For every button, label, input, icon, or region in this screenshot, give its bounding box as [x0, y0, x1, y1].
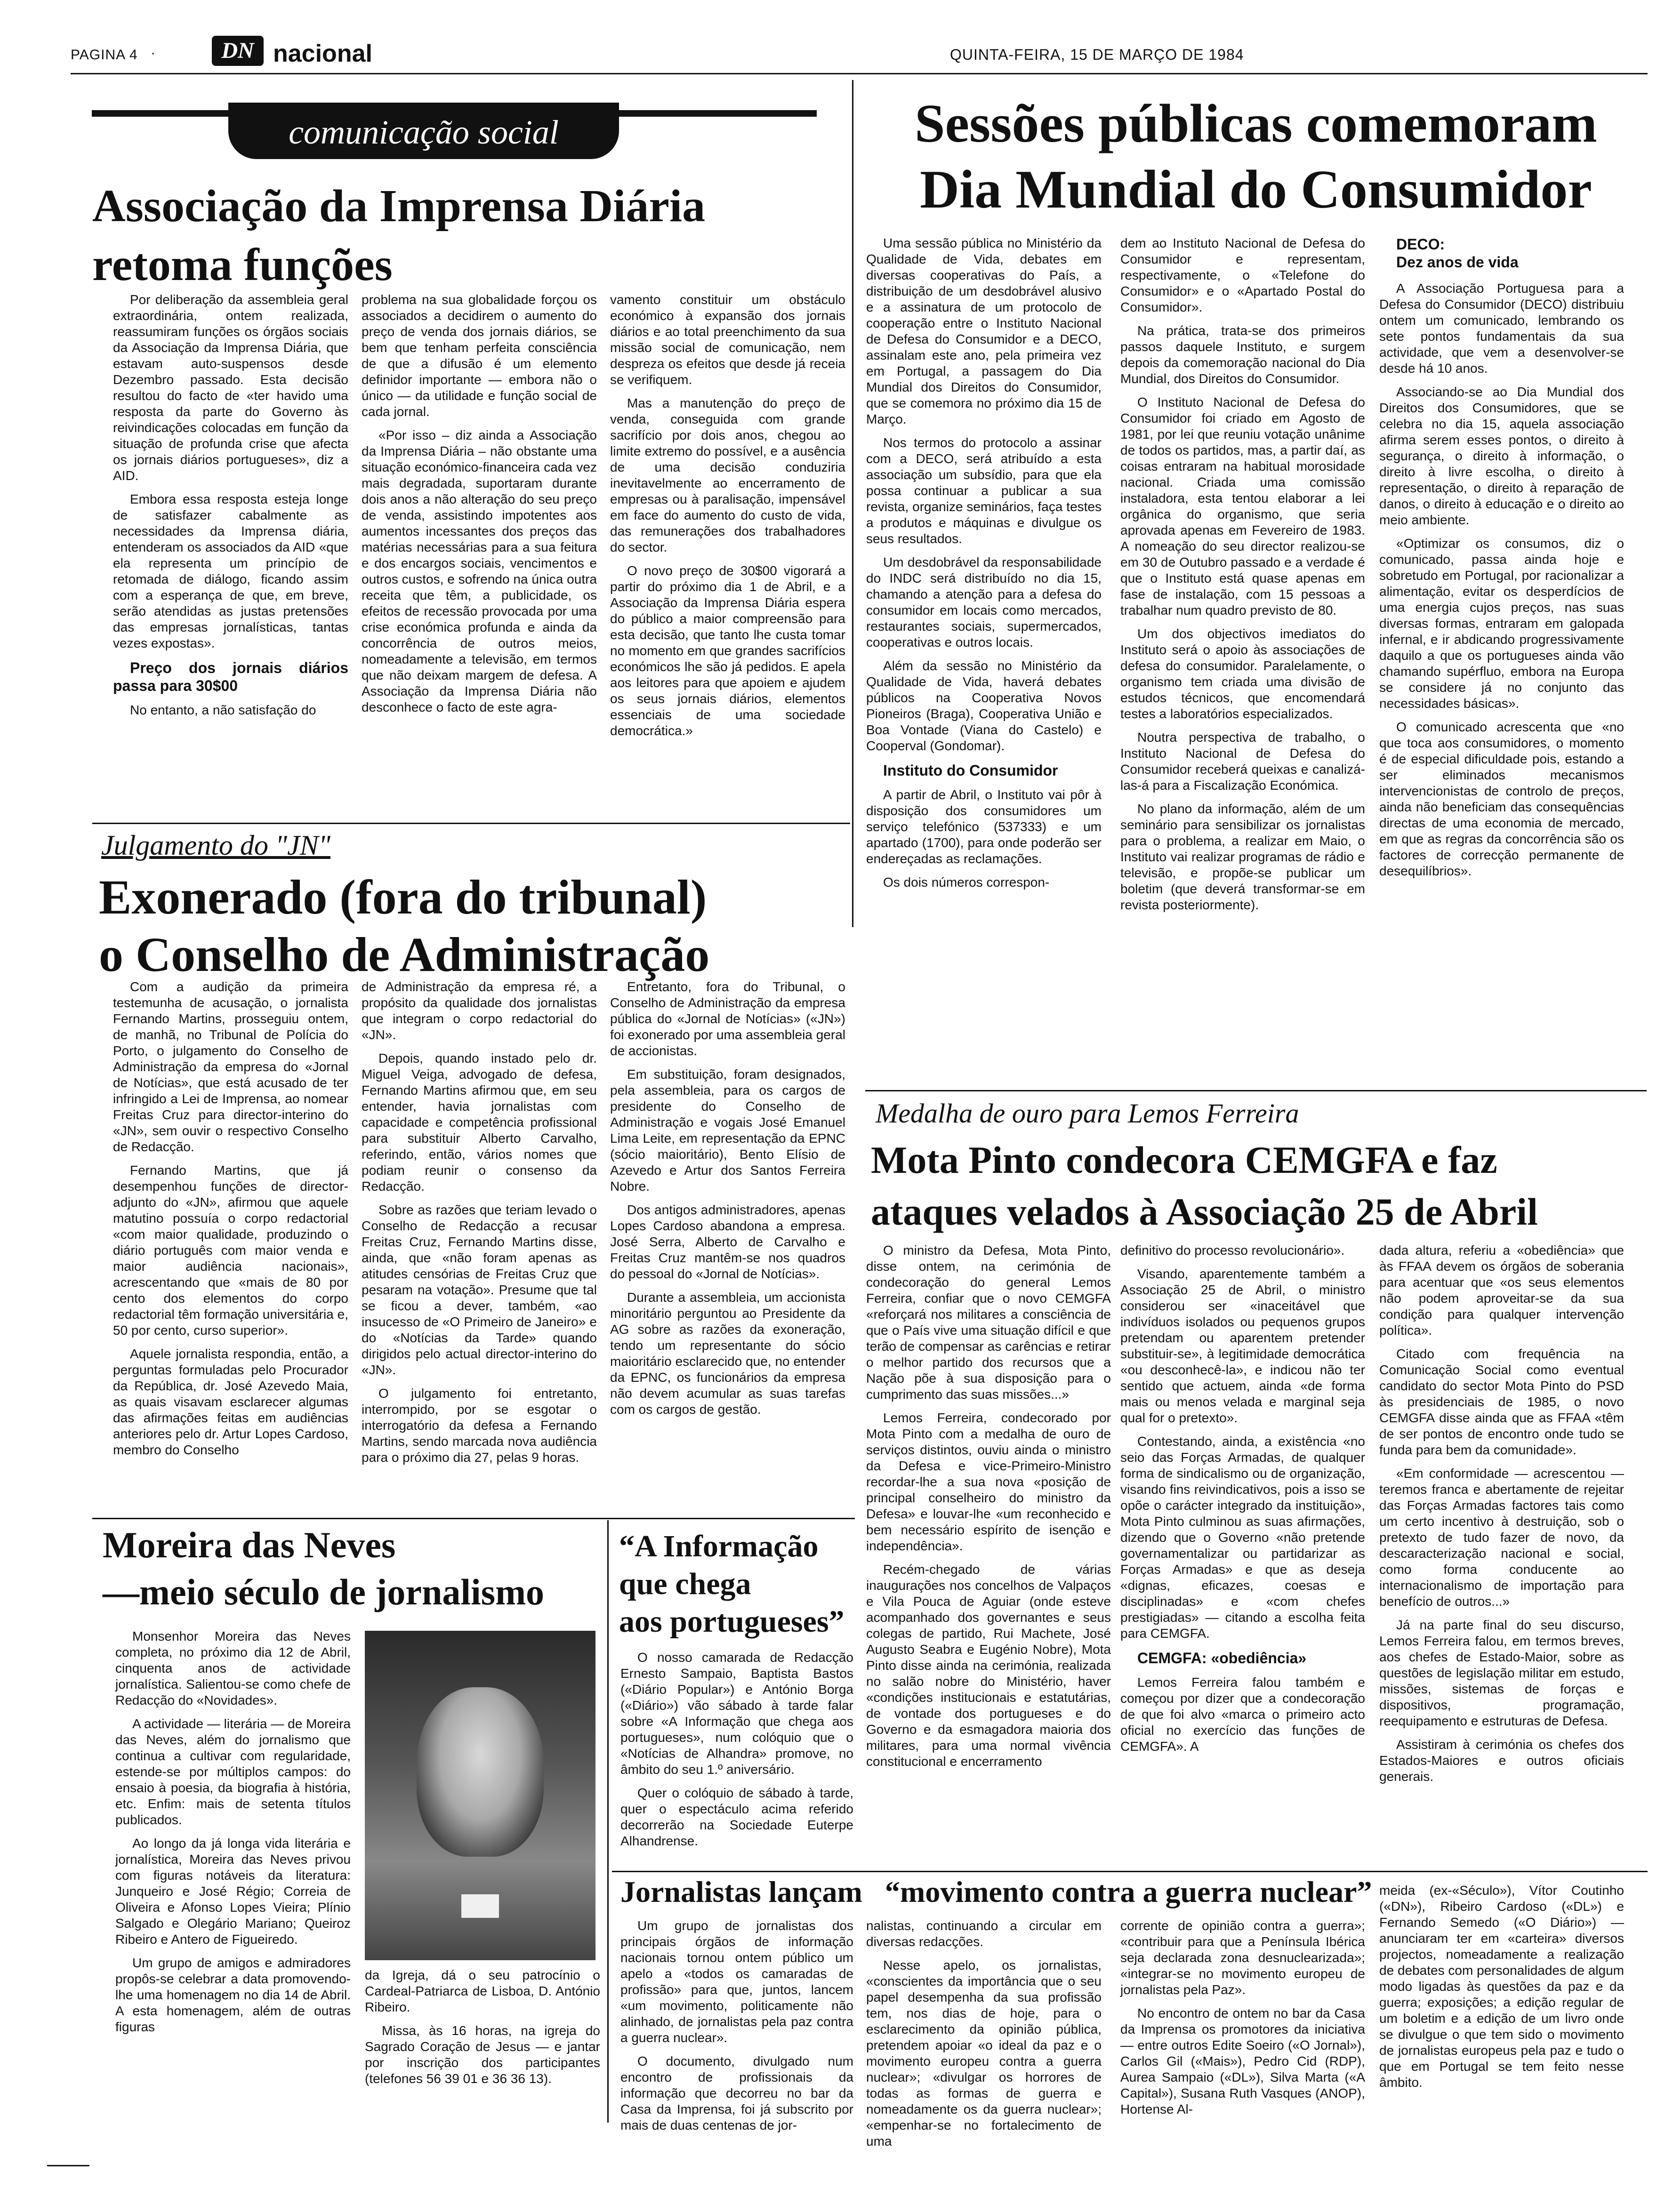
moreira-headline-2: —meio século de jornalismo	[103, 1571, 545, 1612]
paragraph: Associando-se ao Dia Mundial dos Direitos dos Consumidores, que se celebra no dia 15, aquela associação afirma serem esses pontos, o direito à segurança, o direito à informação, o direito à livre escolha, o direito à representação, o direito à reparação de danos, o direito à educação e o direito ao meio ambiente.	[1379, 385, 1624, 527]
mota-kicker: Medalha de ouro para Lemos Ferreira	[876, 1098, 1299, 1129]
paragraph: «Optimizar os consumos, diz o comunicado, passa ainda hoje e sobretudo em Portugal, por racionalizar a alimentação, evitar os desperdícios de uma energia cujos preços, nas suas diversas formas, entraram em galopada infernal, e ir abdicando progressivamente daquilo a que os portugueses ainda vão chamando supérfluo, embora na Europa se considere já no conjunto das necessidades básicas».	[1379, 536, 1624, 711]
aid-headline-1: Associação da Imprensa Diária	[92, 181, 706, 232]
paragraph: Missa, às 16 horas, na igreja do Sagrado Coração de Jesus — e jantar por inscrição dos participantes (telefones 56 39 01 e 36 36 13).	[365, 2023, 600, 2086]
paragraph: O nosso camarada de Redacção Ernesto Sampaio, Baptista Bastos («Diário Popular») e António Borga («Diário») vão sábado à tarde falar sobre «A Informação que chega aos portugueses», num colóquio que o «Notícias de Alhandra» promove, no âmbito do seu 1.º aniversário.	[620, 1650, 853, 1777]
paragraph: Um dos objectivos imediatos do Instituto será o apoio às associações de defesa do consumidor. Paralelamente, o organismo tem criada uma divisão de estudos técnicos, que encomendará testes a laboratórios especializados.	[1120, 626, 1365, 721]
paragraph: Ao longo da já longa vida literária e jornalística, Moreira das Neves privou com figuras notáveis da literatura: Junqueiro e José Régio; Correia de Oliveira e Afonso Lopes Vieira; Plínio Salgado e Olegário Mariano; Queiroz Ribeiro e Antero de Figueiredo.	[115, 1836, 351, 1947]
section-rule	[92, 1518, 855, 1519]
section-banner	[228, 103, 619, 159]
section-name: nacional	[273, 40, 372, 67]
moreira-column-1	[115, 1628, 351, 2123]
consumidor-headline-1: Sessões públicas comemoram	[915, 94, 1597, 154]
paragraph: meida (ex-«Século»), Vítor Coutinho («DN»), Ribeiro Cardoso («DL») e Fernando Semedo («O Diário») — anunciaram ter em «carteira» diversos projectos, nomeadamente a realização de debates com personalidades de algum modo ligadas às questões da paz e da guerra; exposições; a edição regular de um boletim e a edição de um livro onde se divulgue o que tem sido o movimento de jornalistas europeus pela paz e tudo o que em Portugal se tem feito nesse âmbito.	[1379, 1883, 1624, 2090]
nuclear-column-3	[1120, 1918, 1365, 2123]
paragraph: Sobre as razões que teriam levado o Conselho de Redacção a recusar Freitas Cruz, Fernando Martins disse, ainda, que «não foram apenas as atitudes censórias de Freitas Cruz que pesaram na votação». Presume que tal se ficou a dever, também, «ao insucesso de «O Primeiro de Janeiro» e do «Notícias da Tarde» quando dirigidos pelo actual director-interino do «JN».	[362, 1202, 597, 1377]
section-rule	[865, 1090, 1647, 1091]
jn-column-2	[362, 979, 597, 1515]
paragraph: de Administração da empresa ré, a propósito da qualidade dos jornalistas que integram o corpo redactorial do «JN».	[362, 979, 597, 1042]
paragraph: dem ao Instituto Nacional de Defesa do Consumidor e representam, respectivamente, o «Telefone do Consumidor» e o «Apartado Postal do Consumidor».	[1120, 236, 1365, 314]
paragraph: Depois, quando instado pelo dr. Miguel Veiga, advogado de defesa, Fernando Martins afirmou que, em seu entender, havia jornalistas com capacidade e competência profissional para substituir Alberto Carvalho, referindo, então, vários nomes que podiam reunir o consenso da Redacção.	[362, 1051, 597, 1194]
paragraph: Além da sessão no Ministério da Qualidade de Vida, haverá debates públicos na Cooperativa Novos Pioneiros (Braga), Cooperativa União e Boa Vontade (Viana do Castelo) e Cooperval (Gondomar).	[866, 658, 1102, 753]
jn-kicker: Julgamento do "JN"	[101, 830, 330, 861]
paragraph: Um grupo de amigos e admiradores propôs-se celebrar a data promovendo-lhe uma homenagem no dia 14 de Abril. A esta homenagem, além de outras figuras	[115, 1956, 351, 2034]
paragraph: Entretanto, fora do Tribunal, o Conselho de Administração da empresa pública do «Jornal de Notícias» («JN») foi exonerado por uma assembleia geral de accionistas.	[610, 979, 845, 1058]
informacao-column	[620, 1650, 853, 1852]
informacao-headline-1: “A Informação	[619, 1529, 819, 1563]
paragraph: Com a audição da primeira testemunha de acusação, o jornalista Fernando Martins, prosseguiu ontem, de manhã, no Tribunal de Polícia do Porto, o julgamento do Conselho de Administração da empresa do «Jornal de Notícias», que está acusado de ter infringido a Lei de Imprensa, ao nomear Freitas Cruz para director-interino do «JN», sem ouvir o respectivo Conselho de Redacção.	[113, 979, 348, 1154]
paragraph: Contestando, ainda, a existência «no seio das Forças Armadas, de qualquer forma de sindicalismo ou de organização, visando fins reivindicativos, pois a isso se opõe o carácter integrado da instituição», Mota Pinto culminou as suas afirmações, dizendo que o Governo «não pretende governamentalizar ou partidarizar as Forças Armadas» e que as deseja «dignas, eficazes, coesas e disciplinadas» e «com chefes prestigiadas» — citando a escolha feita para CEMGFA.	[1120, 1434, 1365, 1641]
deco-subhead: DECO:	[1396, 236, 1445, 253]
instituto-subhead: Instituto do Consumidor	[883, 762, 1058, 779]
portrait-collar	[461, 1894, 499, 1918]
paragraph: Embora essa resposta esteja longe de satisfazer cabalmente as necessidades da Imprensa diária, entenderam os associados da AID «que ela representa um princípio de retomada de diálogo, ficando assim com a esperança de que, em breve, serão atendidas as justas pretensões das empresas jornalísticas, tantas vezes expostas».	[113, 492, 348, 650]
paragraph: da Igreja, dá o seu patrocínio o Cardeal-Patriarca de Lisboa, D. António Ribeiro.	[365, 1968, 600, 2014]
jn-column-1	[113, 979, 348, 1515]
column-divider	[607, 1520, 609, 2123]
paragraph: Lemos Ferreira, condecorado por Mota Pinto com a medalha de ouro de serviços distintos, ouviu ainda o ministro da Defesa e vice-Primeiro-Ministro recordar-lhe a sua nova «posição de principal conselheiro do ministro da Defesa» e louvar-lhe «um reconhecido e bem necessário espírito de isenção e independência».	[866, 1411, 1111, 1553]
aid-column-3	[610, 292, 845, 814]
paragraph: Aquele jornalista respondia, então, a perguntas formuladas pelo Procurador da República, dr. José Azevedo Maia, as quais visavam esclarecer algumas das afirmações feitas em audiências anteriores pelo dr. Artur Lopes Cardoso, membro do Conselho	[113, 1346, 348, 1457]
section-rule	[612, 1871, 1648, 1872]
mota-headline-2: ataques velados à Associação 25 de Abril	[871, 1190, 1538, 1233]
nuclear-column-2	[866, 1918, 1102, 2148]
paragraph: Os dois números correspon-	[883, 875, 1050, 890]
paragraph: dada altura, referiu a «obediência» que às FFAA devem os órgãos de soberania para acentuar que «os seus elementos não podem aproveitar-se da sua condição para qualquer intervenção política».	[1379, 1243, 1624, 1338]
nuclear-column-4	[1379, 1883, 1624, 2123]
paragraph: Citado com frequência na Comunicação Social como eventual candidato do sector Mota Pinto do PSD às presidenciais de 1985, o novo CEMGFA disse ainda que as FFAA «têm de ser pontos de encontro onde tudo se funda para bem da comunidade».	[1379, 1346, 1624, 1457]
paragraph: Em substituição, foram designados, pela assembleia, para os cargos de presidente do Conselho de Administração e vogais José Emanuel Lima Leite, em representação da EPNC (sócio maioritário), Bento Elísio de Azevedo e Artur dos Santos Ferreira Nobre.	[610, 1067, 845, 1194]
paragraph: O julgamento foi entretanto, interrompido, por se esgotar o interrogatório da defesa a Fernando Martins, sendo marcada nova audiência para o próximo dia 27, pelas 9 horas.	[362, 1386, 597, 1465]
consumidor-headline-2: Dia Mundial do Consumidor	[920, 160, 1592, 220]
moreira-column-2	[365, 1967, 600, 2123]
moreira-headline-1: Moreira das Neves	[103, 1524, 396, 1565]
paragraph: Na prática, trata-se dos primeiros passos daquele Instituto, e surgem depois da comemoração nacional do Dia Mundial, dos Direitos do Consumidor.	[1120, 323, 1365, 386]
section-banner-text: comunicação social	[289, 113, 559, 151]
masthead-rule	[71, 73, 1648, 74]
paragraph: «Por isso – diz ainda a Associação da Imprensa Diária – não obstante uma situação económico-financeira cada vez mais degradada, suportaram durante dois anos a não alteração do seu preço de venda, assistindo impotentes aos aumentos incessantes dos preços das matérias necessárias para a sua feitura e dos encargos sociais, vencimentos e outros custos, e sofrendo na única outra receita que têm, a publicidade, os efeitos de recessão provocada por uma crise económica profunda e ainda da concorrência de outros meios, nomeadamente a televisão, em termos que não deixam margem de defesa. A Associação da Imprensa Diária não desconhece o facto de este agra-	[362, 428, 597, 714]
paragraph: No plano da informação, além de um seminário para sensibilizar os jornalistas para o problema, a realizar em Maio, o Instituto vai realizar programas de rádio e televisão, e propõe-se publicar um boletim (que deverá transformar-se em revista posteriormente).	[1120, 801, 1365, 912]
mota-headline-1: Mota Pinto condecora CEMGFA e faz	[871, 1138, 1497, 1181]
paragraph: Monsenhor Moreira das Neves completa, no próximo dia 12 de Abril, cinquenta anos de actividade jornalística. Salientou-se como chefe de Redacção do «Novidades».	[115, 1629, 351, 1707]
paragraph: Uma sessão pública no Ministério da Qualidade de Vida, debates em diversas cooperativas do País, a distribuição de um desdobrável alusivo e a assinatura de um protocolo de cooperação entre o Instituto Nacional de Defesa do Consumidor e a DECO, assinalam este ano, pela primeira vez em Portugal, a passagem do Dia Mundial dos Direitos do Consumidor, que se comemora no próximo dia 15 de Março.	[866, 236, 1102, 426]
issue-date: QUINTA-FEIRA, 15 DE MARÇO DE 1984	[950, 46, 1244, 63]
nuclear-headline-1: Jornalistas lançam	[620, 1875, 862, 1908]
mota-column-3	[1379, 1242, 1624, 1784]
dn-logo-icon: DN	[212, 36, 264, 66]
paragraph: Assistiram à cerimónia os chefes dos Estados-Maiores e outros oficiais generais.	[1379, 1737, 1624, 1784]
paragraph: A actividade — literária — de Moreira das Neves, além do jornalismo que continua a cultivar com regularidade, estende-se por múltiplos campos: do ensaio à poesia, da biografia à história, etc. Enfim: mais de setenta títulos publicados.	[115, 1716, 351, 1827]
paragraph: O novo preço de 30$00 vigorará a partir do próximo dia 1 de Abril, e a Associação da Imprensa Diária espera do público a maior compreensão para esta decisão, que tanto lhe custa tomar no momento em que grandes sacrifícios económicos lhe são já pedidos. E apela aos leitores para que apoiem e ajudem os seus jornais diários, elementos essenciais de uma sociedade democrática.»	[610, 563, 845, 738]
paragraph: problema na sua globalidade forçou os associados a decidirem o aumento do preço de venda dos jornais diários, se bem que tenham perfeita consciência de que a difusão é um elemento definidor importante — embora não o único — da utilidade e função social de cada jornal.	[362, 292, 597, 419]
consumidor-column-2	[1120, 235, 1365, 1078]
paragraph: O documento, divulgado num encontro de profissionais da informação que decorreu no bar da Casa da Imprensa, foi já subscrito por mais de duas centenas de jor-	[620, 2054, 853, 2132]
paragraph: «Em conformidade — acrescentou — teremos franca e abertamente de rejeitar das Forças Armadas factores tais como um certo incentivo à destruição, sob o pretexto de tudo fazer de novo, da descaracterização nacional e social, como forma conducente ao internacionalismo de importação para benefício de outros...»	[1379, 1466, 1624, 1609]
consumidor-column-1	[866, 235, 1102, 1078]
masthead-dot: ·	[151, 45, 155, 61]
section-rule	[92, 823, 850, 824]
aid-column-1	[113, 292, 348, 814]
paragraph: Durante a assembleia, um accionista minoritário perguntou ao Presidente da AG sobre as razões da exoneração, tendo um representante do sócio maioritário esclarecido que, no entender da EPNC, os funcionários da empresa não devem acumular as suas tarefas com os cargos de gestão.	[610, 1290, 845, 1417]
nuclear-column-1	[620, 1918, 853, 2132]
paragraph: Nesse apelo, os jornalistas, «conscientes da importância que o seu papel desempenha da sua profissão tem, nos dias de hoje, para o esclarecimento da opinião pública, pretendem apoiar «o ideal da paz e o movimento europeu contra a guerra nuclear»; «divulgar os horrores de todas as formas de guerra e nomeadamente os da guerra nuclear»; «empenhar-se no fortalecimento de uma	[866, 1958, 1102, 2148]
jn-headline-2: o Conselho de Administração	[99, 928, 710, 982]
paragraph: O ministro da Defesa, Mota Pinto, disse ontem, na cerimónia de condecoração do general Lemos Ferreira, confiar que o novo CEMGFA «reforçará nos militares a consciência de que o País vive uma situação difícil e que terão de compensar as carências e retirar o melhor partido dos recursos que a Nação põe à sua disposição para o cumprimento das suas missões...»	[866, 1243, 1111, 1402]
informacao-headline-3: aos portugueses”	[619, 1604, 845, 1639]
paragraph: A Associação Portuguesa para a Defesa do Consumidor (DECO) distribuiu ontem um comunicado, lembrando os sete pontos fundamentais da sua actividade, que vem a desenvolver-se desde há 10 anos.	[1379, 281, 1624, 376]
paragraph: Já na parte final do seu discurso, Lemos Ferreira falou, em termos breves, aos chefes de Estado-Maior, sobre as questões de legislação militar em estudo, missões, sistemas de forças e dispositivos, programação, reequipamento e estruturas de Defesa.	[1379, 1618, 1624, 1728]
paragraph: Nos termos do protocolo a assinar com a DECO, será atribuído a esta associação um subsídio, para que ela possa continuar a publicar a sua revista, organize seminários, faça testes a produtos e máquinas e divulgue os seus resultados.	[866, 435, 1102, 546]
aid-column-2	[362, 292, 597, 814]
paragraph: Por deliberação da assembleia geral extraordinária, ontem realizada, reassumiram funções os órgãos sociais da Associação da Imprensa Diária, que estavam auto-suspensos desde Dezembro passado. Esta decisão resultou do facto de «ter havido uma resposta da parte do Governo às reivindicações colocadas em função da situação de profunda crise que afecta os jornais diários portugueses», diz a AID.	[113, 292, 348, 483]
banner-rule-left	[92, 110, 228, 117]
paragraph: A partir de Abril, o Instituto vai pôr à disposição dos consumidores um serviço telefónico (537333) e um apartado (1700), para onde poderão ser endereçadas as reclamações.	[866, 787, 1102, 866]
obediencia-subhead: CEMGFA: «obediência»	[1137, 1650, 1307, 1667]
informacao-headline-2: que chega	[619, 1567, 751, 1601]
aid-subhead: Preço dos jornais diários passa para 30$00	[113, 659, 348, 694]
paragraph: nalistas, continuando a circular em diversas redacções.	[866, 1918, 1102, 1949]
page-bottom-mark	[47, 2165, 89, 2166]
paragraph: definitivo do processo revolucionário».	[1120, 1243, 1345, 1258]
paragraph: vamento constituir um obstáculo económico à expansão dos jornais diários e ao total preenchimento da sua missão social de comunicação, nem despreza os efeitos que desde já receia se verifiquem.	[610, 292, 845, 387]
page-number: PAGINA 4	[71, 47, 138, 63]
jn-headline-1: Exonerado (fora do tribunal)	[99, 870, 707, 924]
column-divider	[852, 80, 853, 927]
mota-column-2	[1120, 1242, 1365, 1754]
jn-column-3	[610, 979, 845, 1515]
paragraph: Um desdobrável da responsabilidade do INDC será distribuído no dia 15, chamando a atenção para a defesa do consumidor em locais como mercados, restaurantes sociais, supermercados, cooperativas e outros locais.	[866, 555, 1102, 649]
paragraph: Mas a manutenção do preço de venda, conseguida com grande sacrifício por dois anos, chegou ao limite extremo do possível, e a ausência de uma decisão conduziria inevitavelmente ao encerramento de empresas ou à paralisação, impensável em face do aumento do custo de vida, das remunerações dos trabalhadores do sector.	[610, 396, 845, 554]
paragraph: O Instituto Nacional de Defesa do Consumidor foi criado em Agosto de 1981, por lei que reuniu votação unânime de todos os partidos, mas, a partir daí, as coisas entraram na habitual morosidade nacional. Criada uma comissão instaladora, esta tentou elaborar a lei orgânica do organismo, que seria aprovada apenas em Fevereiro de 1983. A nomeação do seu director realizou-se em 30 de Outubro passado e a verdade é que o Instituto está quase apenas em fase de instalação, com 15 pessoas a trabalhar num quadro previsto de 80.	[1120, 395, 1365, 617]
paragraph: Visando, aparentemente também a Associação 25 de Abril, o ministro considerou ser «inaceitável que indivíduos isolados ou pequenos grupos pretendam ou aparentem pretender substituir-se», à legitimidade democrática «ou desconhecê-la», e indicou não ter sentido que actuem, ainda «de forma mais ou menos velada e marginal seja qual for o pretexto».	[1120, 1266, 1365, 1425]
nuclear-headline-2: “movimento contra a guerra nuclear”	[885, 1875, 1372, 1908]
aid-headline-2: retoma funções	[92, 240, 393, 290]
paragraph: O comunicado acrescenta que «no que toca aos consumidores, o momento é de especial dificuldade pois, estando a ser eliminados mecanismos intervencionistas de controlo de preços, ainda não beneficiam das consequências directas de uma economia de mercado, em que as regras da concorrência são os factores de correcção permanente de desequilíbrios».	[1379, 720, 1624, 878]
paragraph: corrente de opinião contra a guerra»; «contribuir para que a Península Ibérica seja declarada zona desnuclearizada»; «integrar-se no movimento europeu de jornalistas pela Paz».	[1120, 1918, 1365, 1997]
paragraph: Dos antigos administradores, apenas Lopes Cardoso abandona a empresa. José Serra, Alberto de Carvalho e Freitas Cruz mantêm-se nos quadros do pessoal do «Jornal de Notícias».	[610, 1202, 845, 1281]
paragraph: Recém-chegado de várias inaugurações nos concelhos de Valpaços e Vila Pouca de Aguiar (onde esteve acompanhado dos governantes e seus colegas de partido, Rui Machete, José Augusto Seabra e Eugénio Nobre), Mota Pinto disse ainda na cerimónia, realizada no salão nobre do Ministério, haver «condições institucionais e estatutárias, de vontade dos portugueses e do Governo e da esmagadora maioria dos militares, para uma normal vivência constitucional e encerramento	[866, 1562, 1111, 1769]
paragraph: Quer o colóquio de sábado à tarde, quer o espectáculo acima referido decorrerão na Sociedade Euterpe Alhandrense.	[620, 1786, 853, 1848]
masthead	[71, 33, 1648, 71]
paragraph: No entanto, a não satisfação do	[130, 703, 316, 717]
consumidor-column-3	[1379, 235, 1624, 1078]
paragraph: Lemos Ferreira falou também e começou por dizer que a condecoração de que foi alvo «marca o primeiro acto oficial no exercício das funções de CEMGFA». A	[1120, 1675, 1365, 1754]
paragraph: Fernando Martins, que já desempenhou funções de director-adjunto do «JN», afirmou que aquele matutino possuía o corpo redactorial «com maior qualidade, produzindo o diário português com maior venda e maior audiência nacionais», acrescentando que «mais de 80 por cento dos elementos do corpo redactorial têm formação universitária e, 50 por cento, curso superior».	[113, 1163, 348, 1338]
paragraph: Noutra perspectiva de trabalho, o Instituto Nacional de Defesa do Consumidor receberá queixas e canalizá-las-á para a Fiscalização Económica.	[1120, 730, 1365, 793]
deco-subhead-2: Dez anos de vida	[1396, 254, 1519, 271]
mota-column-1	[866, 1242, 1111, 1769]
banner-rule-right	[619, 110, 817, 117]
paragraph: No encontro de ontem no bar da Casa da Imprensa os promotores da iniciativa — entre outros Edite Soeiro («O Jornal»), Carlos Gil («Mais»), Pedro Cid (RDP), Aurea Sampaio («DL»), Silva Marta («A Capital»), Susana Ruth Vasques (ANOP), Hortense Al-	[1120, 2006, 1365, 2116]
portrait-photo	[365, 1631, 595, 1960]
portrait-face	[417, 1687, 544, 1857]
paragraph: Um grupo de jornalistas dos principais órgãos de informação nacionais tornou ontem público um apelo a «todos os camaradas de profissão» para que, juntos, lancem «um movimento, politicamente não alinhado, de jornalistas pela paz contra a guerra nuclear».	[620, 1918, 853, 2045]
